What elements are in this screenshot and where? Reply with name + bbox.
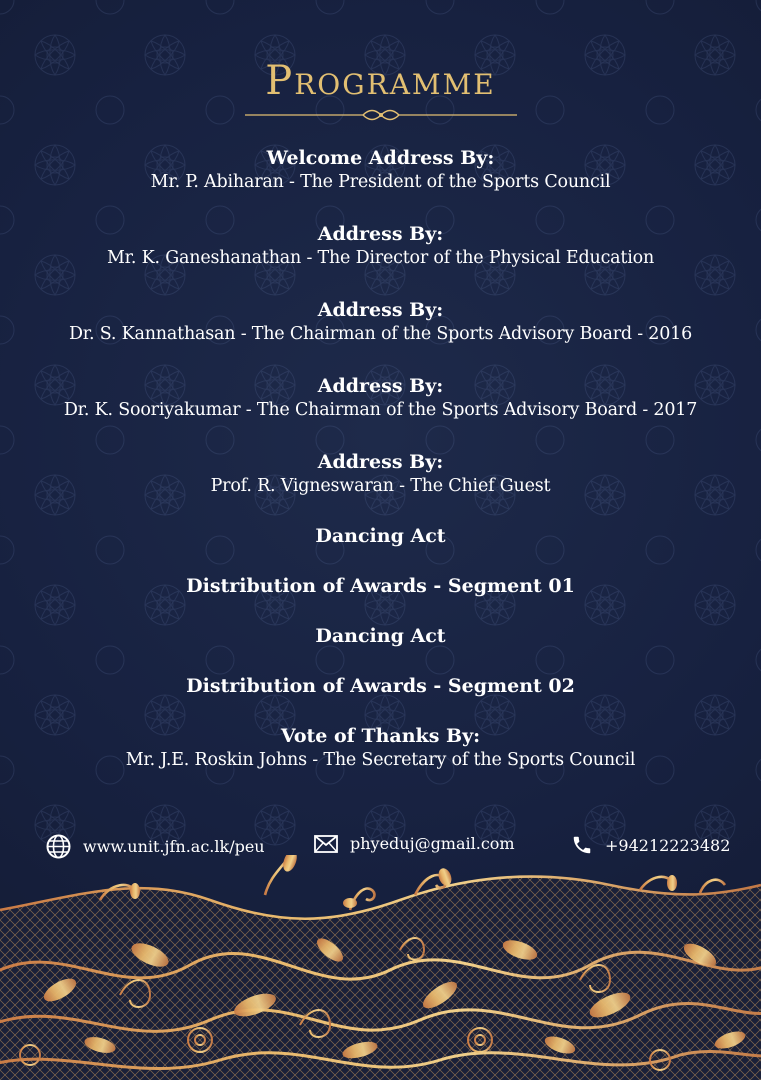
phone-contact[interactable] bbox=[571, 834, 730, 856]
programme-item-detail: Dr. S. Kannathasan - The Chairman of the Sports Advisory Board - 2016 bbox=[68, 324, 693, 344]
website-link[interactable]: www.unit.jfn.ac.lk/peu bbox=[83, 837, 265, 856]
programme-item bbox=[0, 146, 761, 194]
programme-item-heading: Dancing Act bbox=[315, 625, 446, 647]
phone-icon bbox=[571, 834, 593, 856]
programme-item-heading: Address By: bbox=[317, 451, 444, 473]
email-link[interactable]: phyeduj@gmail.com bbox=[350, 834, 515, 853]
programme-item-detail: Mr. P. Abiharan - The President of the Sports Council bbox=[150, 172, 611, 192]
title-underline-ornament bbox=[245, 108, 517, 122]
programme-item-heading: Address By: bbox=[317, 299, 444, 321]
programme-item bbox=[0, 524, 761, 548]
phone-number: +94212223482 bbox=[605, 835, 731, 855]
programme-item-heading: Distribution of Awards - Segment 01 bbox=[186, 575, 575, 597]
programme-item-heading: Distribution of Awards - Segment 02 bbox=[186, 675, 575, 697]
programme-item-detail: Mr. K. Ganeshanathan - The Director of the Physical Education bbox=[106, 248, 655, 268]
envelope-icon bbox=[314, 835, 338, 853]
programme-item-detail: Mr. J.E. Roskin Johns - The Secretary of the Sports Council bbox=[125, 750, 636, 770]
gold-lace-footer-ornament bbox=[0, 855, 761, 1080]
programme-item bbox=[0, 222, 761, 270]
programme-item bbox=[0, 574, 761, 598]
programme-item bbox=[0, 374, 761, 422]
programme-item bbox=[0, 724, 761, 772]
page-title: Programme bbox=[265, 58, 496, 104]
programme-item-heading: Address By: bbox=[317, 375, 444, 397]
programme-item-heading: Address By: bbox=[317, 223, 444, 245]
programme-item-heading: Welcome Address By: bbox=[266, 147, 495, 169]
programme-item-detail: Prof. R. Vigneswaran - The Chief Guest bbox=[210, 476, 551, 496]
programme-item bbox=[0, 674, 761, 698]
programme-item-heading: Vote of Thanks By: bbox=[280, 725, 481, 747]
programme-item-heading: Dancing Act bbox=[315, 525, 446, 547]
programme-item bbox=[0, 298, 761, 346]
programme-item bbox=[0, 450, 761, 498]
programme-item bbox=[0, 624, 761, 648]
programme-list bbox=[0, 146, 761, 772]
email-contact[interactable] bbox=[314, 834, 515, 853]
programme-item-detail: Dr. K. Sooriyakumar - The Chairman of the Sports Advisory Board - 2017 bbox=[63, 400, 698, 420]
